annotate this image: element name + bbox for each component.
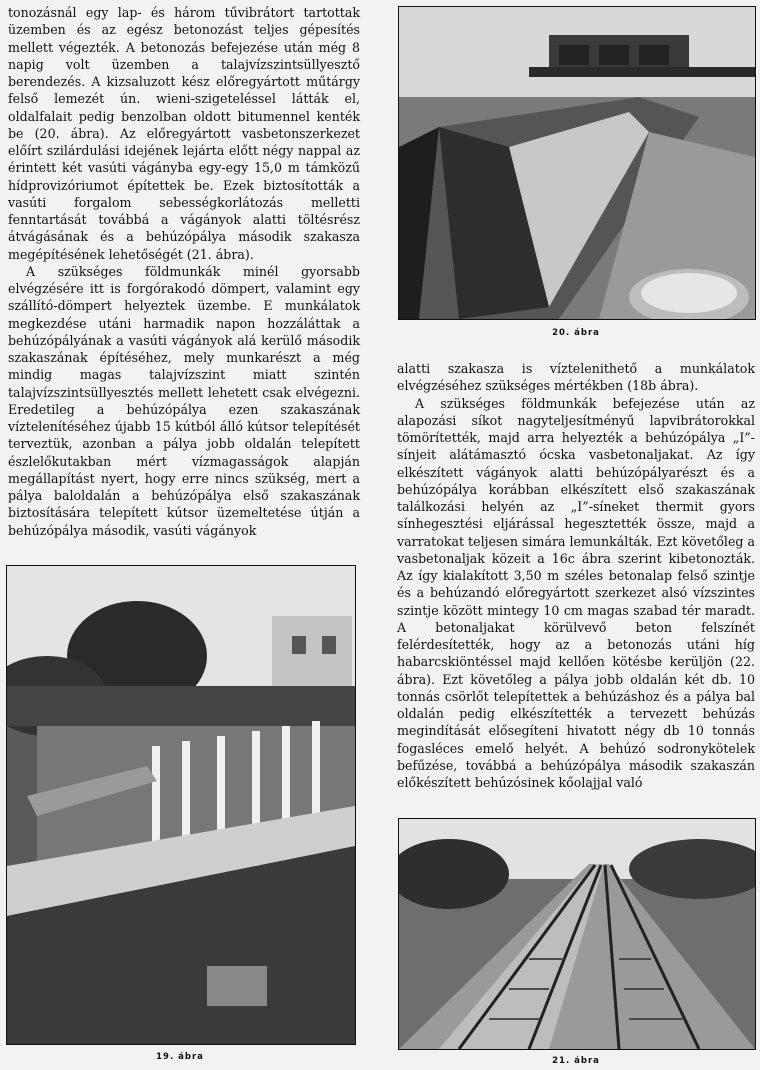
left-paragraph-2: A szükséges földmunkák minél gyorsabb elvégzésére itt is forgórakodó dömpert, valamint egy szállító-dömpert helyeztek üzembe. E munkálatok megkezdése utáni harmadik napon hozzáláttak a behúzópályának a vasúti vágányok alá kerülő második szakaszának építéséhez, mely munkarészt a még mindig magas talajvízszint miatt szintén talajvízszintsüllyesztés mellett lehetett csak elvégezni. Eredetileg a behúzópálya ezen szakaszának víztelenítéséhez újabb 15 kútból álló kútsor telepítését terveztük, azonban a pálya jobb oldalán telepített észlelőkutakban mért vízmagasságok alapján megállapítást nyert, hogy erre nincs szükség, mert a pálya baloldalán a behúzópálya első szakaszának biztosítására telepített kútsor üzemeltetése útján a behúzópálya második, vasúti vágányok [8, 263, 360, 538]
figure-19-caption: 19. ábra [156, 1052, 204, 1062]
right-text-column [397, 360, 755, 791]
figure-21-photo [398, 818, 756, 1050]
left-paragraph-1: tonozásnál egy lap- és három tűvibrátort tartottak üzemben és az egész betonozást teljes gépesítés mellett végezték. A betonozás befejezése után még 8 napig volt üzemben a talajvízszintsüllyesztő berendezés. A kizsaluzott kész előregyártott műtárgy felső lemezét ún. wieni-szigeteléssel látták el, oldalfalait pedig benzolban oldott bitumennel kenték be (20. ábra). Az előregyártott vasbetonszerkezet előírt szilárdulási idejének lejárta előtt négy nappal az érintett két vasúti vágányba egy-egy 15,0 m támközű hídprovizóriumot építettek be. Ezek biztosították a vasúti forgalom sebességkorlátozás melletti fenntartását továbbá a vágányok alatti töltésrész átvágásának és a behúzópálya második szakasza megépítésének lehetőségét (21. ábra). [8, 5, 360, 262]
right-paragraph-1: alatti szakasza is víztelenithető a munkálatok elvégzéséhez szükséges mértékben (18b ábra). [397, 361, 755, 394]
left-text-column [8, 4, 360, 539]
figure-20-caption: 20. ábra [552, 328, 600, 338]
right-paragraph-2: A szükséges földmunkák befejezése után az alapozási síkot nagyteljesítményű lapvibrátorokkal tömörítették, majd arra helyezték a behúzópálya „I”-sínjeit alátámasztó ócska vasbetonaljakat. Az így elkészített vágányok alatti behúzópályarészt és a behúzópálya korábban elkészített első szakaszának találkozási helyén az „I”-síneket thermit gyors sínhegesztési eljárással hegesztették össze, majd a varratokat teljesen simára lemunkálták. Ezt követőleg a vasbetonaljak közeit a 16c ábra szerint kibetonozták. Az így kialakított 3,50 m széles betonalap felső szintje és a behúzandó előregyártott szerkezet alsó vízszintes szintje között mintegy 10 cm magas szabad tér maradt. A betonaljakat körülvevő beton felszínét felérdesítették, hogy az a betonozás utáni híg habarcskiöntéssel majd kellően kötésbe kerüljön (22. ábra). Ezt követőleg a pálya jobb oldalán két db. 10 tonnás csörlőt telepítettek a behúzáshoz és a pálya bal oldalán pedig elkészítették a tervezett behúzás megindítását elősegíteni hivatott négy db 10 tonnás fogasléces emelő helyét. A behúzó sodronykötelek befűzése, továbbá a behúzópálya második szakaszán előkészített behúzósinek kőolajjal való [397, 395, 755, 790]
figure-21-caption: 21. ábra [552, 1056, 600, 1066]
figure-20-photo [398, 6, 756, 320]
figure-19-photo [6, 565, 356, 1045]
